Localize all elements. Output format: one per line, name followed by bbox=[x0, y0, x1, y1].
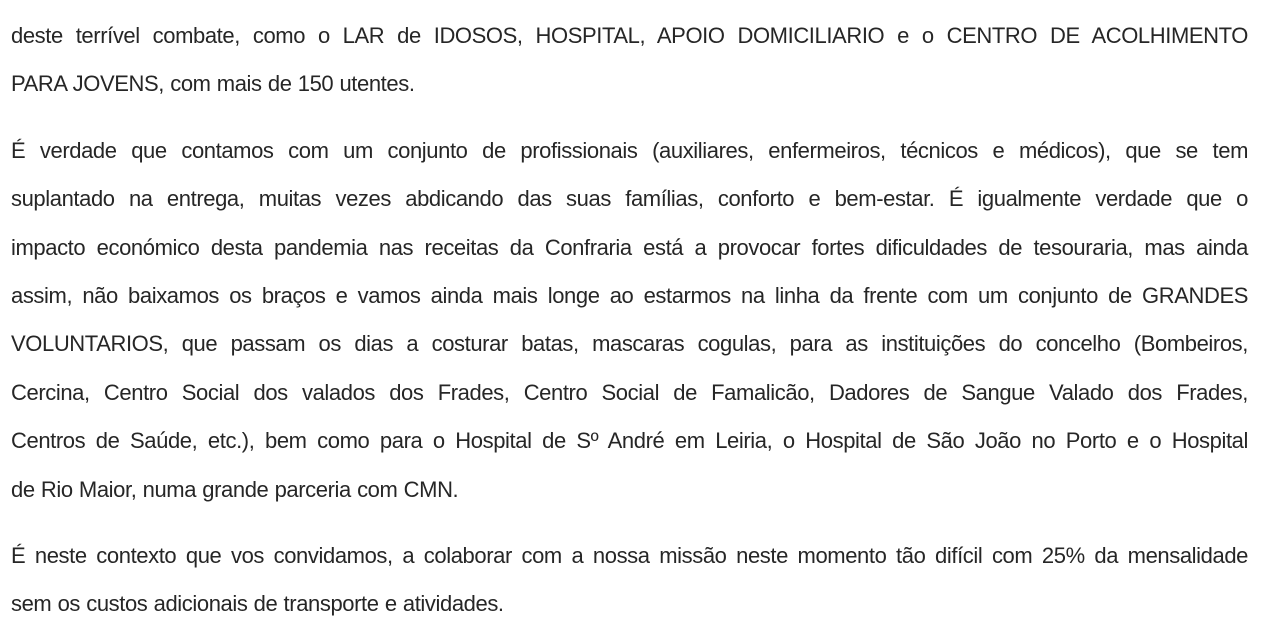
text-line: É neste contexto que vos convidamos, a colaborar com a nossa missão neste momento tão difícil com 25% da mensalidade bbox=[11, 543, 1248, 569]
paragraph-1 bbox=[11, 12, 1248, 109]
text-line: É verdade que contamos com um conjunto de profissionais (auxiliares, enfermeiros, técnicos e médicos), que se tem bbox=[11, 137, 1248, 163]
text-line: impacto económico desta pandemia nas receitas da Confraria está a provocar fortes dificuldades de tesouraria, mas ainda bbox=[11, 234, 1248, 260]
paragraph-3 bbox=[11, 532, 1248, 629]
text-line: Centros de Saúde, etc.), bem como para o Hospital de Sº André em Leiria, o Hospital de São João no Porto e o Hospital bbox=[11, 428, 1248, 454]
text-line: de Rio Maior, numa grande parceria com CMN. bbox=[11, 476, 459, 502]
paragraph-2 bbox=[11, 127, 1248, 514]
text-line: deste terrível combate, como o LAR de IDOSOS, HOSPITAL, APOIO DOMICILIARIO e o CENTRO DE ACOLHIMENTO bbox=[11, 23, 1248, 48]
text-line: Cercina, Centro Social dos valados dos Frades, Centro Social de Famalicão, Dadores de Sangue Valado dos Frades, bbox=[11, 379, 1248, 405]
text-line: assim, não baixamos os braços e vamos ainda mais longe ao estarmos na linha da frente com um conjunto de GRANDES bbox=[11, 283, 1248, 309]
text-line: VOLUNTARIOS, que passam os dias a costurar batas, mascaras cogulas, para as instituições do concelho (Bombeiros, bbox=[11, 331, 1248, 357]
text-line: PARA JOVENS, com mais de 150 utentes. bbox=[11, 71, 415, 97]
text-line: suplantado na entrega, muitas vezes abdicando das suas famílias, conforto e bem-estar. É igualmente verdade que o bbox=[11, 186, 1248, 212]
text-line: sem os custos adicionais de transporte e atividades. bbox=[11, 591, 504, 617]
